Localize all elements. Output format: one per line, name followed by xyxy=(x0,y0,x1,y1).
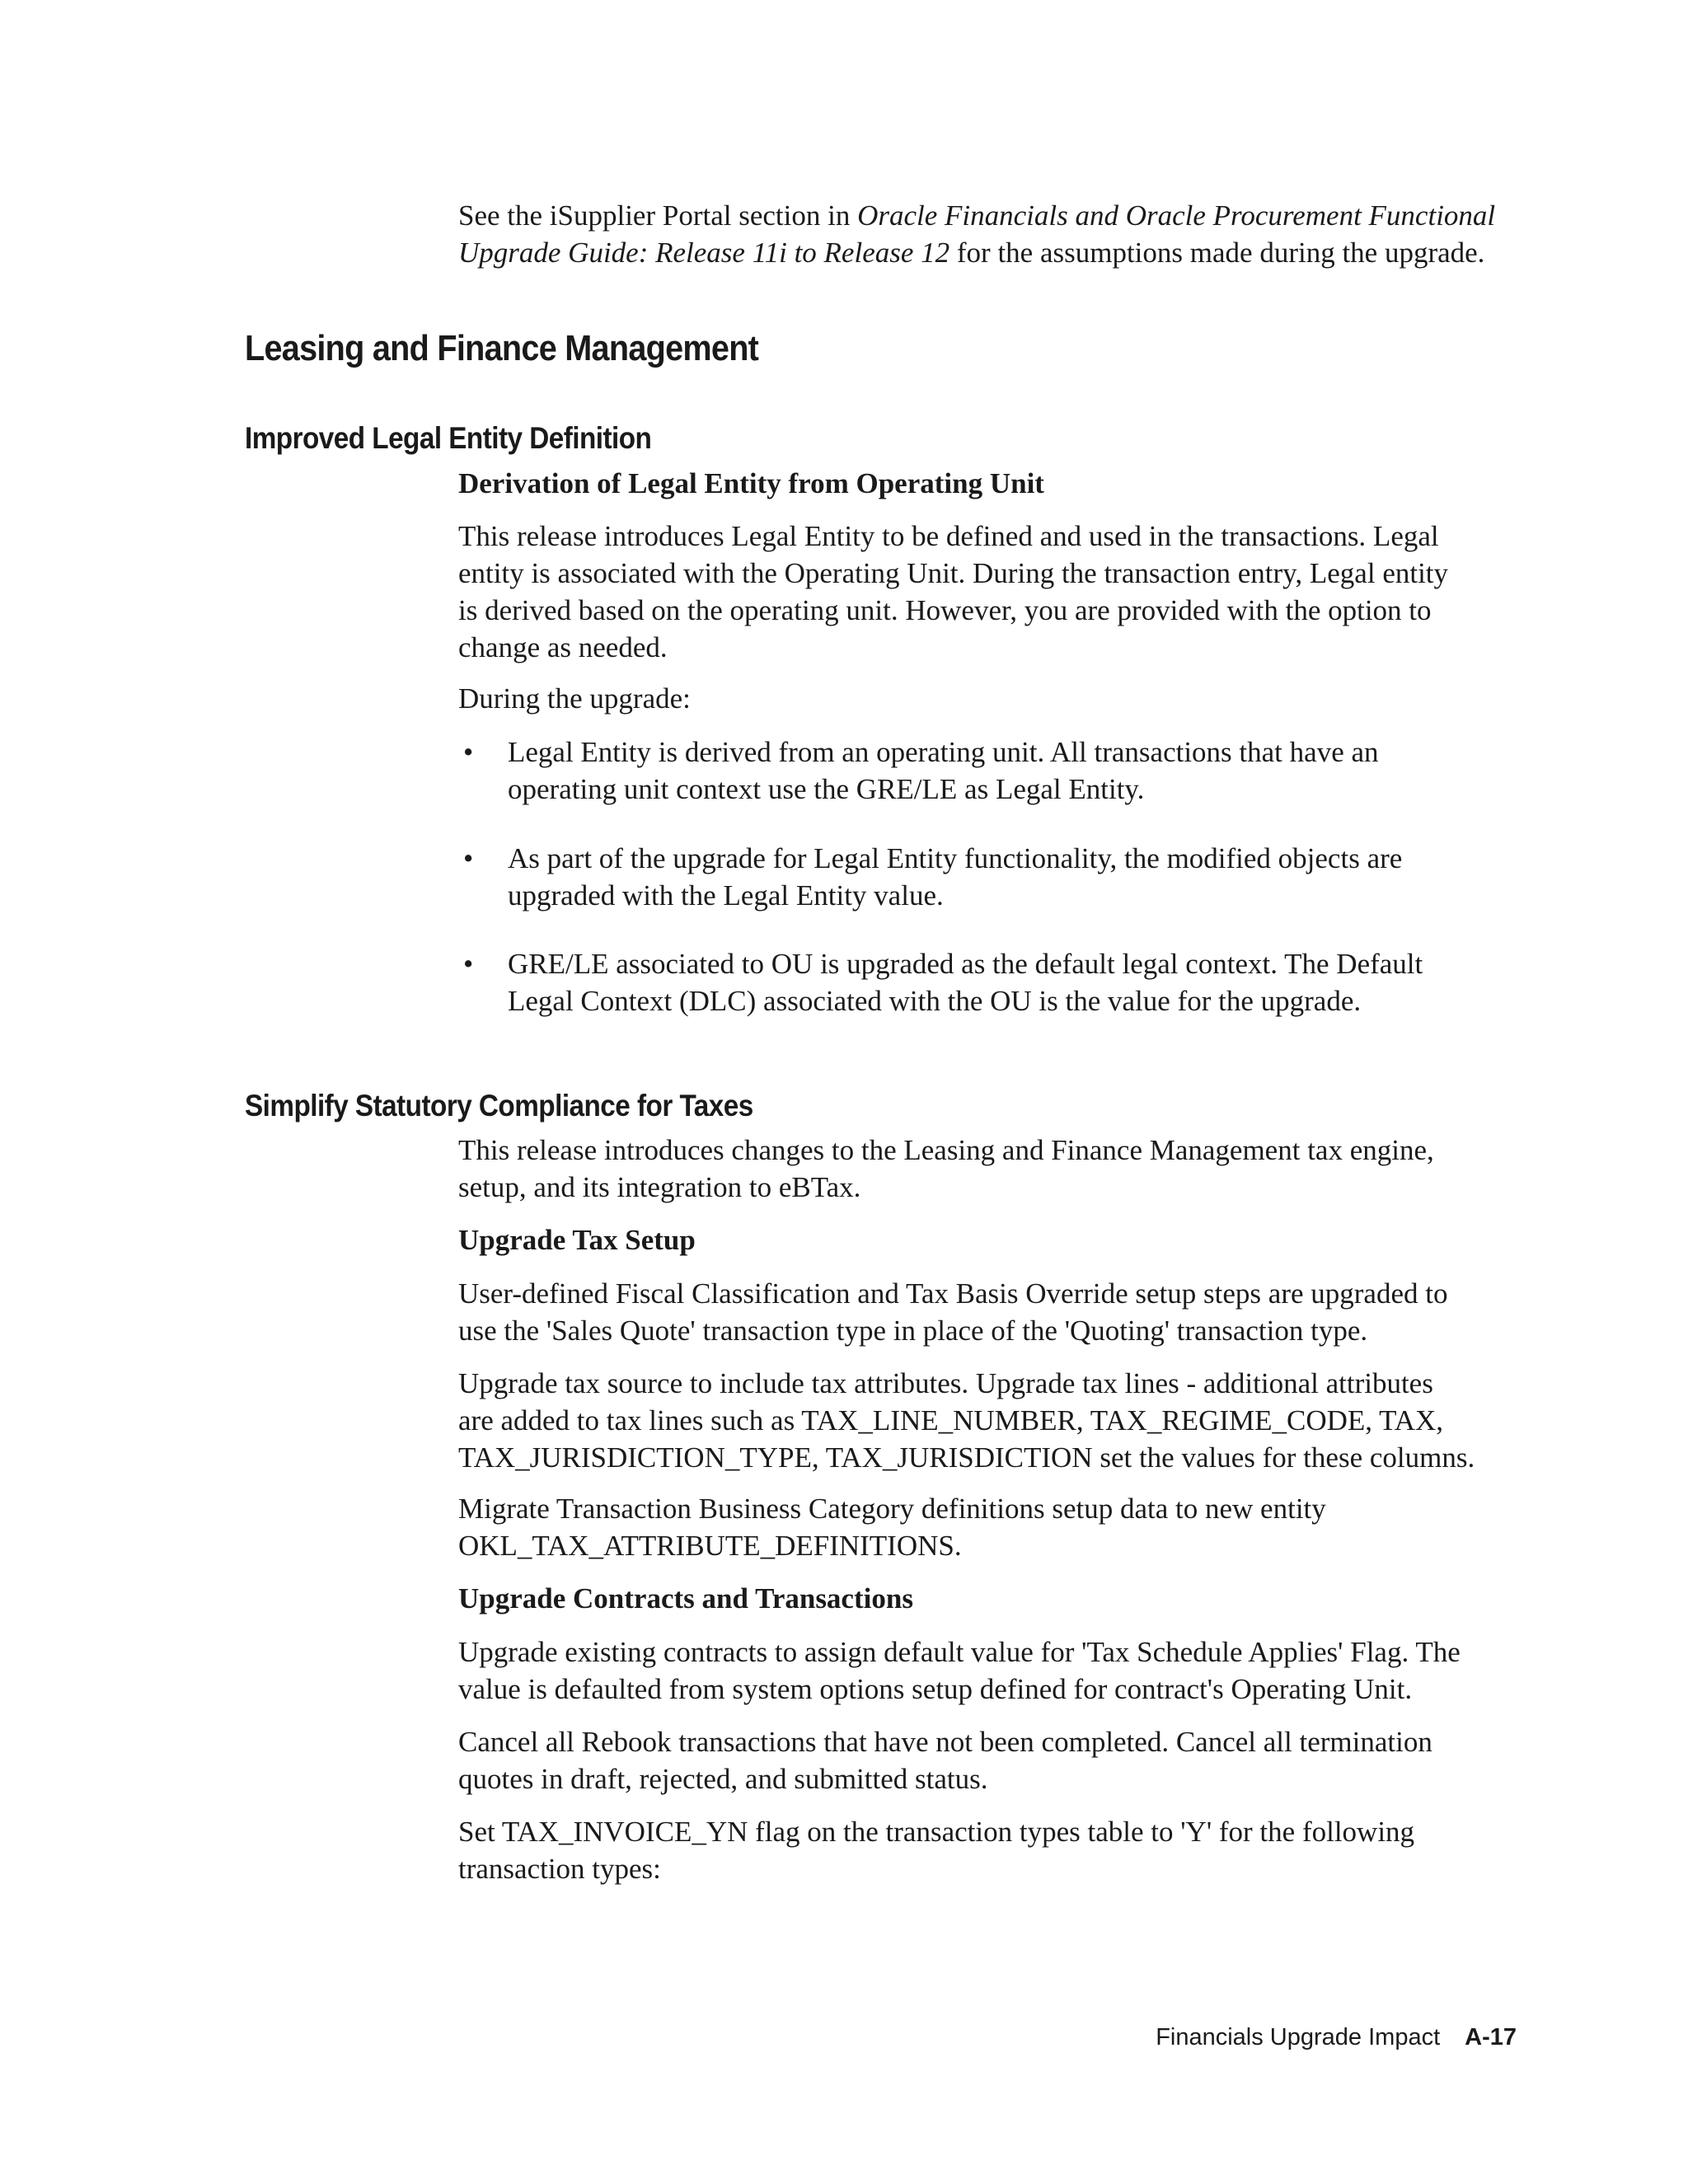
upgrade-tax-setup-subheading: Upgrade Tax Setup xyxy=(458,1224,696,1256)
legal-entity-heading: Improved Legal Entity Definition xyxy=(245,421,652,455)
paragraph-line: Migrate Transaction Business Category definitions setup data to new entity xyxy=(458,1493,1326,1525)
contracts-paragraph-3 xyxy=(458,1813,1522,1887)
tax-setup-paragraph-1 xyxy=(458,1275,1522,1349)
page-footer xyxy=(1156,2024,1517,2051)
paragraph-line: Set TAX_INVOICE_YN flag on the transaction types table to 'Y' for the following xyxy=(458,1816,1415,1848)
contracts-paragraph-2 xyxy=(458,1723,1522,1797)
bullet-text-line: GRE/LE associated to OU is upgraded as the default legal context. The Default xyxy=(508,948,1423,980)
intro-text-end: for the assumptions made during the upgrade. xyxy=(950,237,1485,269)
paragraph-line: change as needed. xyxy=(458,631,668,663)
taxes-intro-paragraph xyxy=(458,1132,1522,1206)
paragraph-line: are added to tax lines such as TAX_LINE_NUMBER, TAX_REGIME_CODE, TAX, xyxy=(458,1404,1444,1436)
legal-entity-bullet-list xyxy=(458,840,1522,914)
bullet-text-line: Legal Context (DLC) associated with the OU is the value for the upgrade. xyxy=(508,985,1362,1017)
bullet-text-line: Legal Entity is derived from an operating unit. All transactions that have an xyxy=(508,736,1379,768)
paragraph-line: Upgrade tax source to include tax attributes. Upgrade tax lines - additional attributes xyxy=(458,1367,1433,1399)
taxes-heading: Simplify Statutory Compliance for Taxes xyxy=(245,1089,753,1122)
intro-paragraph xyxy=(458,197,1522,271)
paragraph-line: This release introduces changes to the Leasing and Finance Management tax engine, xyxy=(458,1134,1434,1166)
legal-entity-bullet-list xyxy=(458,945,1522,1019)
footer-title: Financials Upgrade Impact xyxy=(1156,2024,1441,2050)
upgrade-contracts-subheading: Upgrade Contracts and Transactions xyxy=(458,1582,913,1615)
paragraph-line: use the 'Sales Quote' transaction type in place of the 'Quoting' transaction type. xyxy=(458,1315,1368,1347)
during-upgrade-label: During the upgrade: xyxy=(458,682,691,715)
bullet-text-line: operating unit context use the GRE/LE as Legal Entity. xyxy=(508,773,1145,805)
tax-setup-paragraph-3 xyxy=(458,1490,1522,1564)
legal-entity-subheading: Derivation of Legal Entity from Operating Unit xyxy=(458,467,1044,499)
paragraph-line: is derived based on the operating unit. However, you are provided with the option to xyxy=(458,594,1432,626)
paragraph-line: TAX_JURISDICTION_TYPE, TAX_JURISDICTION set the values for these columns. xyxy=(458,1441,1475,1474)
paragraph-line: setup, and its integration to eBTax. xyxy=(458,1171,861,1203)
contracts-paragraph-1 xyxy=(458,1633,1522,1708)
tax-setup-paragraph-2 xyxy=(458,1365,1522,1476)
intro-guide-title-line2: Upgrade Guide: Release 11i to Release 12 xyxy=(458,237,950,269)
paragraph-line: Upgrade existing contracts to assign default value for 'Tax Schedule Applies' Flag. The xyxy=(458,1636,1461,1668)
intro-text: See the iSupplier Portal section in xyxy=(458,199,858,232)
intro-guide-title-line1: Oracle Financials and Oracle Procurement Functional xyxy=(857,199,1496,232)
paragraph-line: quotes in draft, rejected, and submitted status. xyxy=(458,1763,988,1795)
list-item xyxy=(458,945,1522,1019)
paragraph-line: value is defaulted from system options setup defined for contract's Operating Unit. xyxy=(458,1673,1413,1705)
bullet-text-line: upgraded with the Legal Entity value. xyxy=(508,879,944,912)
bullet-icon: • xyxy=(463,736,474,768)
legal-entity-bullet-list xyxy=(458,733,1522,808)
paragraph-line: This release introduces Legal Entity to be defined and used in the transactions. Legal xyxy=(458,520,1439,552)
paragraph-line: entity is associated with the Operating Unit. During the transaction entry, Legal entity xyxy=(458,557,1449,589)
paragraph-line: OKL_TAX_ATTRIBUTE_DEFINITIONS. xyxy=(458,1530,962,1562)
paragraph-line: Cancel all Rebook transactions that have not been completed. Cancel all termination xyxy=(458,1726,1432,1758)
bullet-icon: • xyxy=(463,948,474,980)
bullet-text-line: As part of the upgrade for Legal Entity functionality, the modified objects are xyxy=(508,842,1403,874)
paragraph-line: transaction types: xyxy=(458,1853,661,1885)
legal-entity-paragraph xyxy=(458,518,1522,666)
bullet-icon: • xyxy=(463,842,474,874)
list-item xyxy=(458,733,1522,808)
section-title: Leasing and Finance Management xyxy=(245,328,759,368)
list-item xyxy=(458,840,1522,914)
paragraph-line: User-defined Fiscal Classification and Tax Basis Override setup steps are upgraded to xyxy=(458,1277,1448,1310)
page-number: A-17 xyxy=(1465,2024,1517,2050)
